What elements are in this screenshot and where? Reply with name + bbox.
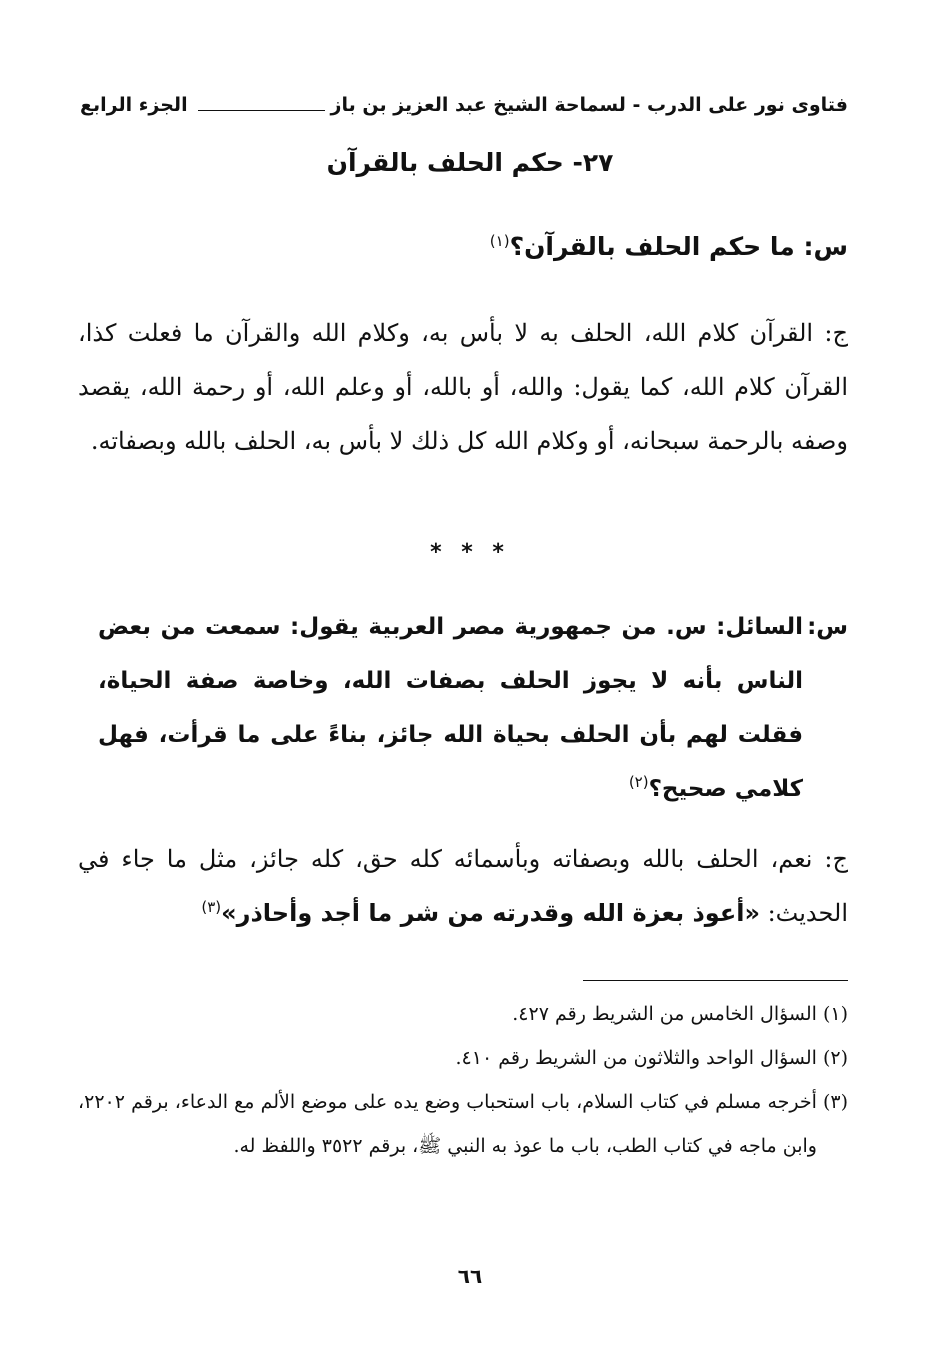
chapter-title: ٢٧- حكم الحلف بالقرآن: [326, 148, 614, 177]
footnote-item: [78, 1036, 848, 1080]
answer-label: ج:: [824, 319, 848, 347]
question-label: س:: [807, 614, 848, 640]
question-text: السائل: س. من جمهورية مصر العربية يقول: سمعت من بعض الناس بأنه لا يجوز الحلف بصفات الله، وخاصة صفة الحياة، فقلت لهم بأن الحلف بحياة الله جائز، بناءً على ما قرأت، فهل كلامي صحيح؟: [98, 614, 804, 802]
question-text: ما حكم الحلف بالقرآن؟: [509, 232, 795, 261]
hadith-quote: «أعوذ بعزة الله وقدرته من شر ما أجد وأحاذر»: [221, 899, 760, 927]
footnote-number: (٢): [822, 1047, 848, 1069]
question-text-wrap: [78, 600, 803, 816]
footnote-item: [78, 1080, 848, 1168]
footnote-ref-3: (٣): [201, 898, 222, 916]
footnote-rule: [583, 980, 848, 981]
footnote-text: السؤال الواحد والثلاثون من الشريط رقم ٤١٠.: [455, 1047, 817, 1069]
section-separator: * * *: [430, 540, 510, 565]
footnote-text: السؤال الخامس من الشريط رقم ٤٢٧.: [512, 1003, 817, 1025]
answer-text: نعم، الحلف بالله وبصفاته وبأسمائه كله حق، كله جائز، مثل ما جاء في الحديث:: [78, 845, 848, 927]
footnotes: [78, 992, 848, 1168]
footnote-ref-1: (١): [489, 232, 510, 250]
footnote-text: أخرجه مسلم في كتاب السلام، باب استحباب وضع يده على موضع الألم مع الدعاء، برقم ٢٢٠٢، وابن ماجه في كتاب الطب، باب ما عوذ به النبي ﷺ، برقم ٣٥٢٢ واللفظ له.: [78, 1091, 817, 1157]
running-title: فتاوى نور على الدرب - لسماحة الشيخ عبد العزيز بن باز: [330, 94, 848, 116]
footnote-ref-2: (٢): [628, 773, 649, 791]
question-label: س:: [803, 232, 848, 261]
running-header: [80, 88, 848, 122]
question-2: [78, 600, 848, 816]
answer-1: [78, 306, 848, 468]
question-1: [78, 232, 848, 261]
footnote-item: [78, 992, 848, 1036]
header-rule: [198, 110, 325, 111]
page-number: ٦٦: [457, 1264, 483, 1288]
answer-text: القرآن كلام الله، الحلف به لا بأس به، وكلام الله والقرآن ما فعلت كذا، القرآن كلام الله، كما يقول: والله، أو بالله، أو وعلم الله، أو رحمة الله، يقصد وصفه بالرحمة سبحانه، أو وكلام الله كل ذلك لا بأس به، الحلف بالله وبصفاته.: [78, 319, 848, 455]
footnote-number: (٣): [822, 1091, 848, 1113]
answer-2: [78, 832, 848, 940]
part-label: الجزء الرابع: [80, 94, 188, 116]
footnote-number: (١): [822, 1003, 848, 1025]
answer-label: ج:: [824, 845, 848, 873]
